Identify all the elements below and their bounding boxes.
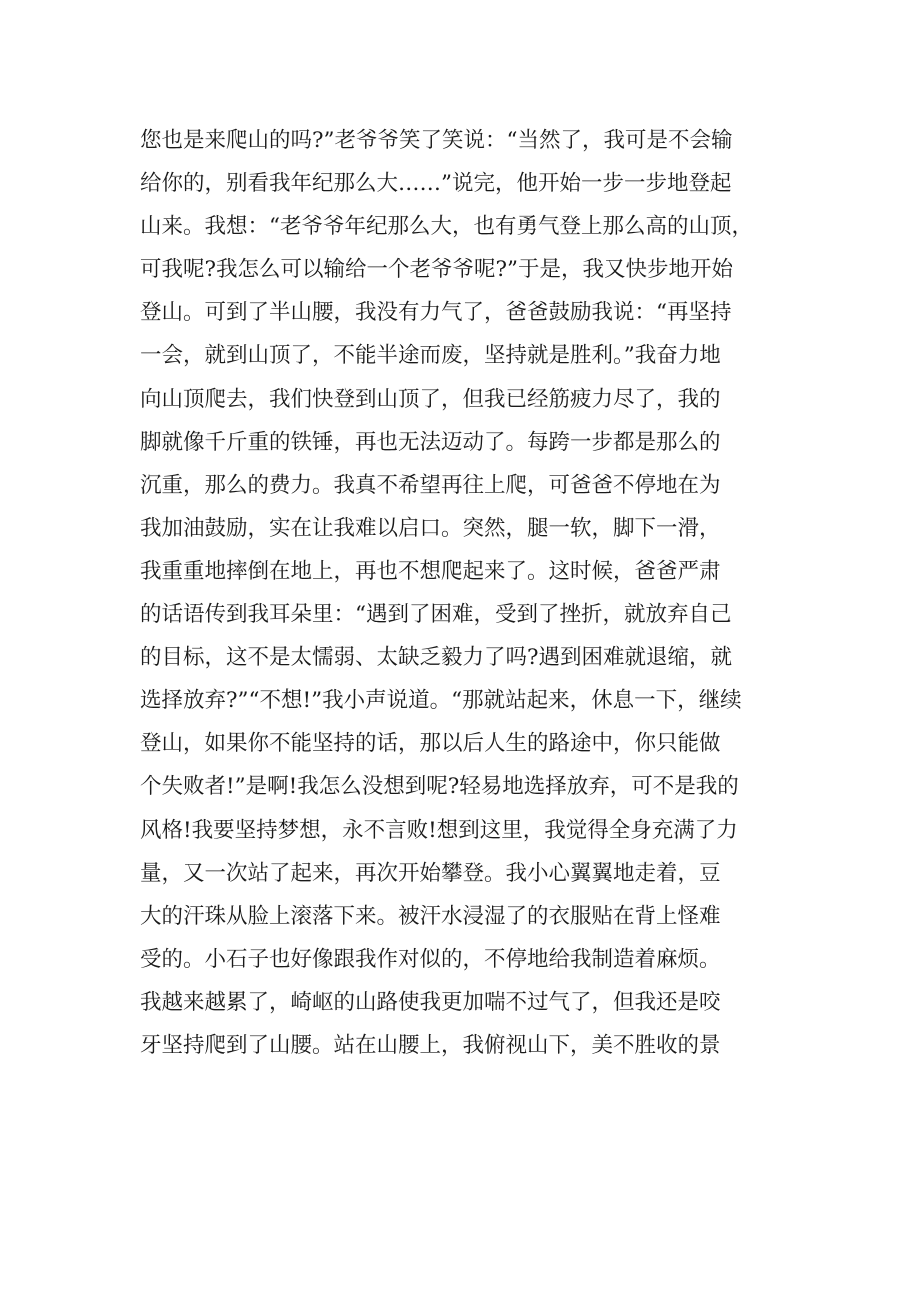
text-line: 向山顶爬去，我们快登到山顶了，但我已经筋疲力尽了，我的 <box>140 386 721 412</box>
text-line: 登山。可到了半山腰，我没有力气了，爸爸鼓励我说：“再坚持 <box>140 300 732 326</box>
text-line: 登山，如果你不能坚持的话，那以后人生的路途中，你只能做 <box>140 731 721 757</box>
text-line: 风格!我要坚持梦想，永不言败!想到这里，我觉得全身充满了力 <box>140 817 738 843</box>
text-line: 我加油鼓励，实在让我难以启口。突然，腿一软，脚下一滑， <box>140 515 721 541</box>
text-line: 受的。小石子也好像跟我作对似的，不停地给我制造着麻烦。 <box>140 946 721 972</box>
text-line: 个失败者!”是啊!我怎么没想到呢?轻易地选择放弃，可不是我的 <box>140 774 739 800</box>
text-line: 沉重，那么的费力。我真不希望再往上爬，可爸爸不停地在为 <box>140 472 721 498</box>
text-line: 一会，就到山顶了，不能半途而废，坚持就是胜利。”我奋力地 <box>140 343 721 369</box>
text-line: 大的汗珠从脸上滚落下来。被汗水浸湿了的衣服贴在背上怪难 <box>140 903 721 929</box>
text-line: 您也是来爬山的吗?”老爷爷笑了笑说：“当然了，我可是不会输 <box>140 128 733 153</box>
text-line: 脚就像千斤重的铁锤，再也无法迈动了。每跨一步都是那么的 <box>140 429 721 455</box>
text-line: 量，又一次站了起来，再次开始攀登。我小心翼翼地走着，豆 <box>140 860 721 886</box>
text-line: 可我呢?我怎么可以输给一个老爷爷呢?”于是，我又快步地开始 <box>140 257 734 283</box>
text-line: 我重重地摔倒在地上，再也不想爬起来了。这时候，爸爸严肃 <box>140 558 721 584</box>
text-line: 我越来越累了，崎岖的山路使我更加喘不过气了，但我还是咬 <box>140 989 721 1015</box>
text-line: 的话语传到我耳朵里：“遇到了困难，受到了挫折，就放弃自己 <box>140 602 732 628</box>
text-line: 山来。我想：“老爷爷年纪那么大，也有勇气登上那么高的山顶， <box>140 214 753 240</box>
essay-body <box>140 119 800 1067</box>
text-line: 选择放弃?”“不想!”我小声说道。“那就站起来，休息一下，继续 <box>140 688 742 714</box>
text-line: 的目标，这不是太懦弱、太缺乏毅力了吗?遇到困难就退缩，就 <box>140 645 733 671</box>
text-line: 牙坚持爬到了山腰。站在山腰上，我俯视山下，美不胜收的景 <box>140 1032 721 1058</box>
text-line: 给你的，别看我年纪那么大……”说完，他开始一步一步地登起 <box>140 171 732 197</box>
